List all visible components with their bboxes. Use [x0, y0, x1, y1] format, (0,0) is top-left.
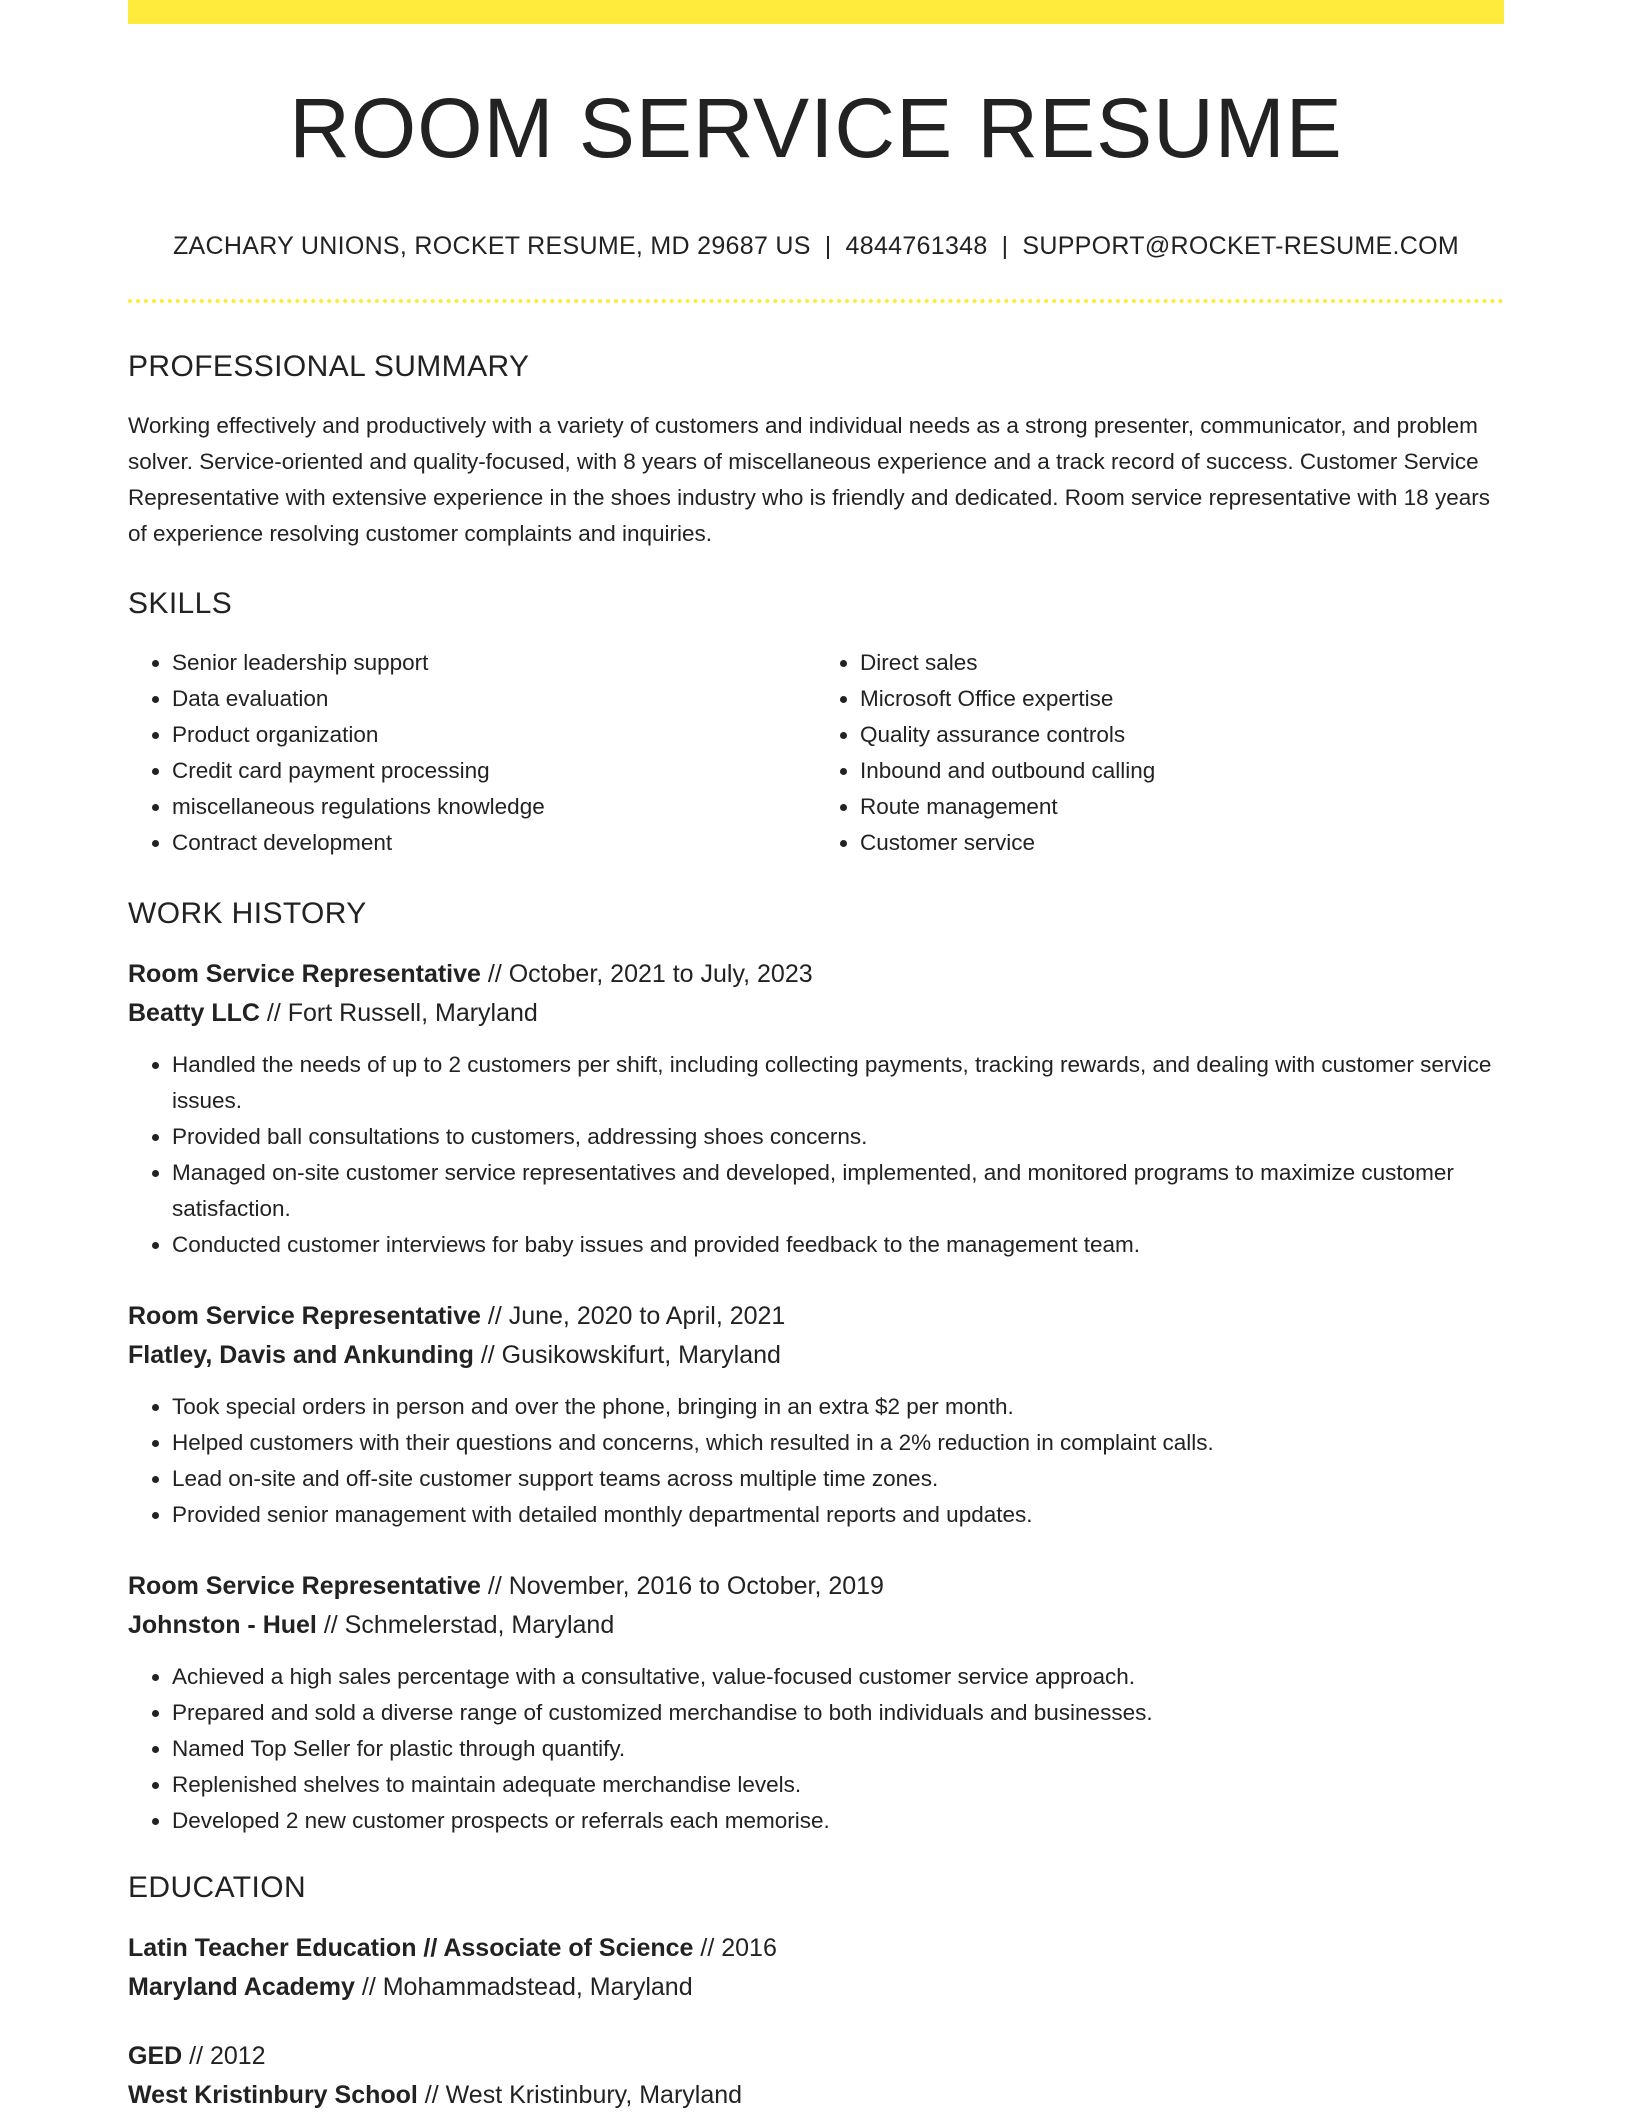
job-entry — [128, 1567, 1504, 1839]
job-bullet: • Provided senior management with detailed monthly departmental reports and updates. — [172, 1497, 1504, 1533]
education-year: // 2012 — [182, 2042, 266, 2070]
job-company-line — [128, 1336, 1504, 1375]
job-bullet: • Provided ball consultations to customers, addressing shoes concerns. — [172, 1119, 1504, 1155]
job-title: Room Service Representative — [128, 960, 481, 988]
job-title-line — [128, 955, 1504, 994]
job-bullet: • Developed 2 new customer prospects or referrals each memorise. — [172, 1803, 1504, 1839]
job-title-line — [128, 1567, 1504, 1606]
dotted-divider — [128, 299, 1504, 303]
resume-title: ROOM SERVICE RESUME — [289, 81, 1343, 175]
job-location: // Fort Russell, Maryland — [259, 999, 538, 1027]
skill-item: • Microsoft Office expertise — [860, 681, 1504, 717]
contact-separator: | — [1001, 232, 1009, 260]
skill-item: • Contract development — [172, 825, 816, 861]
contact-line — [128, 234, 1504, 259]
skill-item: • Senior leadership support — [172, 645, 816, 681]
skill-item: • Direct sales — [860, 645, 1504, 681]
job-company: Johnston - Huel — [128, 1611, 317, 1639]
job-dates: // October, 2021 to July, 2023 — [480, 960, 813, 988]
job-bullet: • Helped customers with their questions and concerns, which resulted in a 2% reduction in complaint calls. — [172, 1425, 1504, 1461]
job-title: Room Service Representative — [128, 1572, 481, 1600]
work-history-heading: WORK HISTORY — [128, 897, 367, 930]
contact-separator: | — [824, 232, 832, 260]
contact-email: SUPPORT@ROCKET-RESUME.COM — [1022, 232, 1460, 260]
job-company: Beatty LLC — [128, 999, 260, 1027]
job-bullet: • Prepared and sold a diverse range of customized merchandise to both individuals and businesses. — [172, 1695, 1504, 1731]
skills-list-right — [816, 645, 1504, 861]
skills-columns — [128, 645, 1504, 861]
skill-item: • Customer service — [860, 825, 1504, 861]
education-school: West Kristinbury School — [128, 2081, 418, 2109]
job-bullet: • Managed on-site customer service representatives and developed, implemented, and monitored programs to maximize customer satisfaction. — [172, 1155, 1504, 1227]
education-degree-line — [128, 1929, 1504, 1968]
education-degree-line — [128, 2037, 1504, 2076]
job-title: Room Service Representative — [128, 1302, 481, 1330]
education-year: // 2016 — [693, 1934, 777, 1962]
job-entry — [128, 1297, 1504, 1533]
skills-heading: SKILLS — [128, 587, 233, 620]
skill-item: • Credit card payment processing — [172, 753, 816, 789]
job-bullet: • Conducted customer interviews for baby issues and provided feedback to the management team. — [172, 1227, 1504, 1263]
education-degree: Latin Teacher Education // Associate of Science — [128, 1934, 694, 1962]
job-entry — [128, 955, 1504, 1263]
job-company: Flatley, Davis and Ankunding — [128, 1341, 474, 1369]
job-bullets — [128, 1389, 1504, 1533]
education-school: Maryland Academy — [128, 1973, 355, 2001]
job-bullets — [128, 1047, 1504, 1263]
skills-list-left — [128, 645, 816, 861]
resume-page — [128, 0, 1504, 2115]
education-school-line — [128, 1968, 1504, 2007]
skill-item: • Route management — [860, 789, 1504, 825]
job-bullet: • Achieved a high sales percentage with a consultative, value-focused customer service approach. — [172, 1659, 1504, 1695]
skill-item: • Inbound and outbound calling — [860, 753, 1504, 789]
education-school-line — [128, 2076, 1504, 2115]
contact-phone: 4844761348 — [845, 232, 988, 260]
job-dates: // June, 2020 to April, 2021 — [480, 1302, 786, 1330]
job-bullets — [128, 1659, 1504, 1839]
education-entry — [128, 2037, 1504, 2115]
summary-text: Working effectively and productively with a variety of customers and individual needs as a strong presenter, communicator, and problem solver. Service-oriented and quality-focused, with 8 years of miscellaneous experience and a track record of success. Customer Service Representative with extensive experience in the shoes industry who is friendly and dedicated. Room service representative with 18 years of experience resolving customer complaints and inquiries. — [128, 413, 1490, 546]
skill-item: • Product organization — [172, 717, 816, 753]
education-location: // Mohammadstead, Maryland — [354, 1973, 693, 2001]
job-dates: // November, 2016 to October, 2019 — [480, 1572, 884, 1600]
skill-item: • Data evaluation — [172, 681, 816, 717]
job-company-line — [128, 994, 1504, 1033]
job-title-line — [128, 1297, 1504, 1336]
job-location: // Schmelerstad, Maryland — [316, 1611, 615, 1639]
accent-top-bar — [128, 0, 1504, 24]
education-heading: EDUCATION — [128, 1871, 307, 1904]
skill-item: • Quality assurance controls — [860, 717, 1504, 753]
summary-heading: PROFESSIONAL SUMMARY — [128, 350, 530, 383]
job-bullet: • Named Top Seller for plastic through quantify. — [172, 1731, 1504, 1767]
job-bullet: • Took special orders in person and over the phone, bringing in an extra $2 per month. — [172, 1389, 1504, 1425]
job-bullet: • Lead on-site and off-site customer support teams across multiple time zones. — [172, 1461, 1504, 1497]
job-bullet: • Handled the needs of up to 2 customers per shift, including collecting payments, tracking rewards, and dealing with customer service issues. — [172, 1047, 1504, 1119]
job-company-line — [128, 1606, 1504, 1645]
education-entry — [128, 1929, 1504, 2007]
education-location: // West Kristinbury, Maryland — [417, 2081, 743, 2109]
job-location: // Gusikowskifurt, Maryland — [473, 1341, 781, 1369]
job-bullet: • Replenished shelves to maintain adequate merchandise levels. — [172, 1767, 1504, 1803]
skill-item: • miscellaneous regulations knowledge — [172, 789, 816, 825]
contact-address: ZACHARY UNIONS, ROCKET RESUME, MD 29687 US — [172, 232, 811, 260]
education-degree: GED — [128, 2042, 183, 2070]
